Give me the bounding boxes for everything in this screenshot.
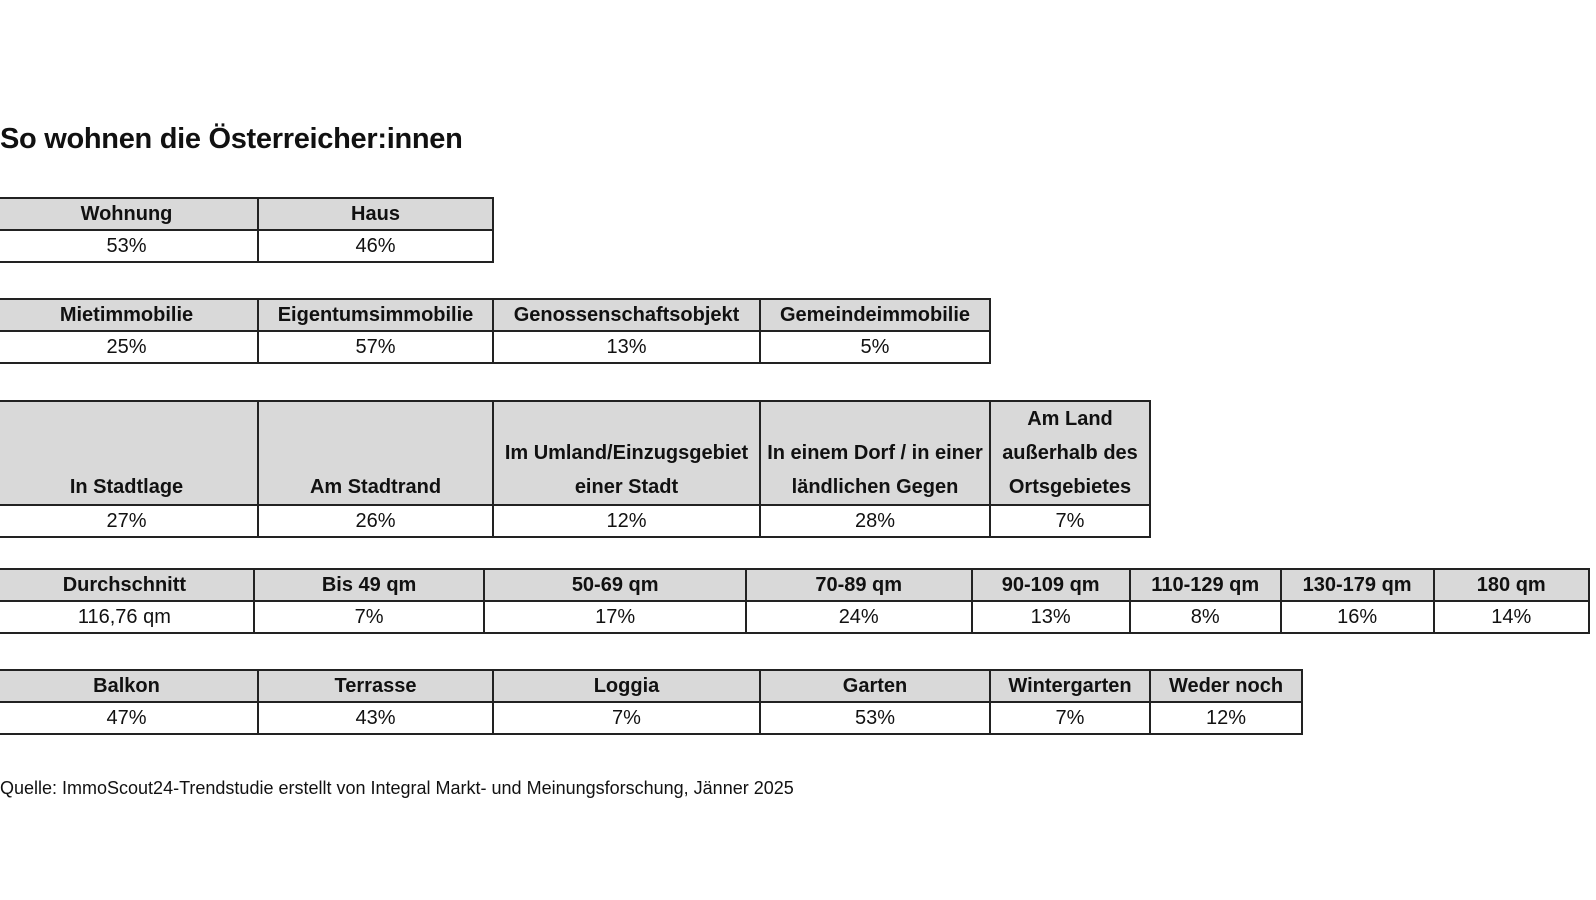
value-cell: 28% xyxy=(760,505,990,537)
value-cell: 5% xyxy=(760,331,990,363)
header-cell: Genossenschaftsobjekt xyxy=(493,299,760,331)
value-cell: 27% xyxy=(0,505,258,537)
ownership-table xyxy=(0,298,991,364)
location-table xyxy=(0,400,1151,538)
value-cell: 16% xyxy=(1281,601,1434,633)
header-cell: 50-69 qm xyxy=(484,569,745,601)
value-cell: 46% xyxy=(258,230,493,262)
table-header-row xyxy=(0,401,1150,505)
value-cell: 7% xyxy=(990,702,1150,734)
value-cell: 25% xyxy=(0,331,258,363)
header-cell: Balkon xyxy=(0,670,258,702)
value-cell: 57% xyxy=(258,331,493,363)
header-cell: 110-129 qm xyxy=(1130,569,1281,601)
table-header-row xyxy=(0,569,1589,601)
housing-type-table xyxy=(0,197,494,263)
table-row xyxy=(0,601,1589,633)
table-header-row xyxy=(0,670,1302,702)
value-cell: 8% xyxy=(1130,601,1281,633)
value-cell: 26% xyxy=(258,505,493,537)
header-cell: Weder noch xyxy=(1150,670,1302,702)
living-area-table xyxy=(0,568,1590,634)
header-cell: Am Land außerhalb des Ortsgebietes xyxy=(990,401,1150,505)
header-cell: Loggia xyxy=(493,670,760,702)
header-cell: 90-109 qm xyxy=(972,569,1130,601)
header-cell: Durchschnitt xyxy=(0,569,254,601)
value-cell: 14% xyxy=(1434,601,1589,633)
header-cell: In Stadtlage xyxy=(0,401,258,505)
header-cell: Wintergarten xyxy=(990,670,1150,702)
header-cell: Terrasse xyxy=(258,670,493,702)
page-title: So wohnen die Österreicher:innen xyxy=(0,123,463,155)
header-cell: Eigentumsimmobilie xyxy=(258,299,493,331)
value-cell: 7% xyxy=(493,702,760,734)
header-cell: Wohnung xyxy=(0,198,258,230)
table-row xyxy=(0,505,1150,537)
outdoor-space-table xyxy=(0,669,1303,735)
header-cell: In einem Dorf / in einer ländlichen Gegen xyxy=(760,401,990,505)
table-row xyxy=(0,230,493,262)
value-cell: 116,76 qm xyxy=(0,601,254,633)
header-cell: Am Stadtrand xyxy=(258,401,493,505)
header-cell: Gemeindeimmobilie xyxy=(760,299,990,331)
value-cell: 24% xyxy=(746,601,972,633)
value-cell: 43% xyxy=(258,702,493,734)
header-cell: Im Umland/Einzugsgebiet einer Stadt xyxy=(493,401,760,505)
value-cell: 7% xyxy=(254,601,485,633)
table-row xyxy=(0,331,990,363)
value-cell: 12% xyxy=(493,505,760,537)
value-cell: 13% xyxy=(493,331,760,363)
value-cell: 53% xyxy=(0,230,258,262)
header-cell: Haus xyxy=(258,198,493,230)
header-cell: Garten xyxy=(760,670,990,702)
value-cell: 7% xyxy=(990,505,1150,537)
header-cell: Mietimmobilie xyxy=(0,299,258,331)
header-cell: 180 qm xyxy=(1434,569,1589,601)
table-row xyxy=(0,702,1302,734)
value-cell: 17% xyxy=(484,601,745,633)
source-note: Quelle: ImmoScout24-Trendstudie erstellt von Integral Markt- und Meinungsforschung, Jänner 2025 xyxy=(0,778,794,798)
table-header-row xyxy=(0,299,990,331)
value-cell: 47% xyxy=(0,702,258,734)
table-header-row xyxy=(0,198,493,230)
value-cell: 12% xyxy=(1150,702,1302,734)
value-cell: 13% xyxy=(972,601,1130,633)
header-cell: 70-89 qm xyxy=(746,569,972,601)
header-cell: Bis 49 qm xyxy=(254,569,485,601)
header-cell: 130-179 qm xyxy=(1281,569,1434,601)
value-cell: 53% xyxy=(760,702,990,734)
